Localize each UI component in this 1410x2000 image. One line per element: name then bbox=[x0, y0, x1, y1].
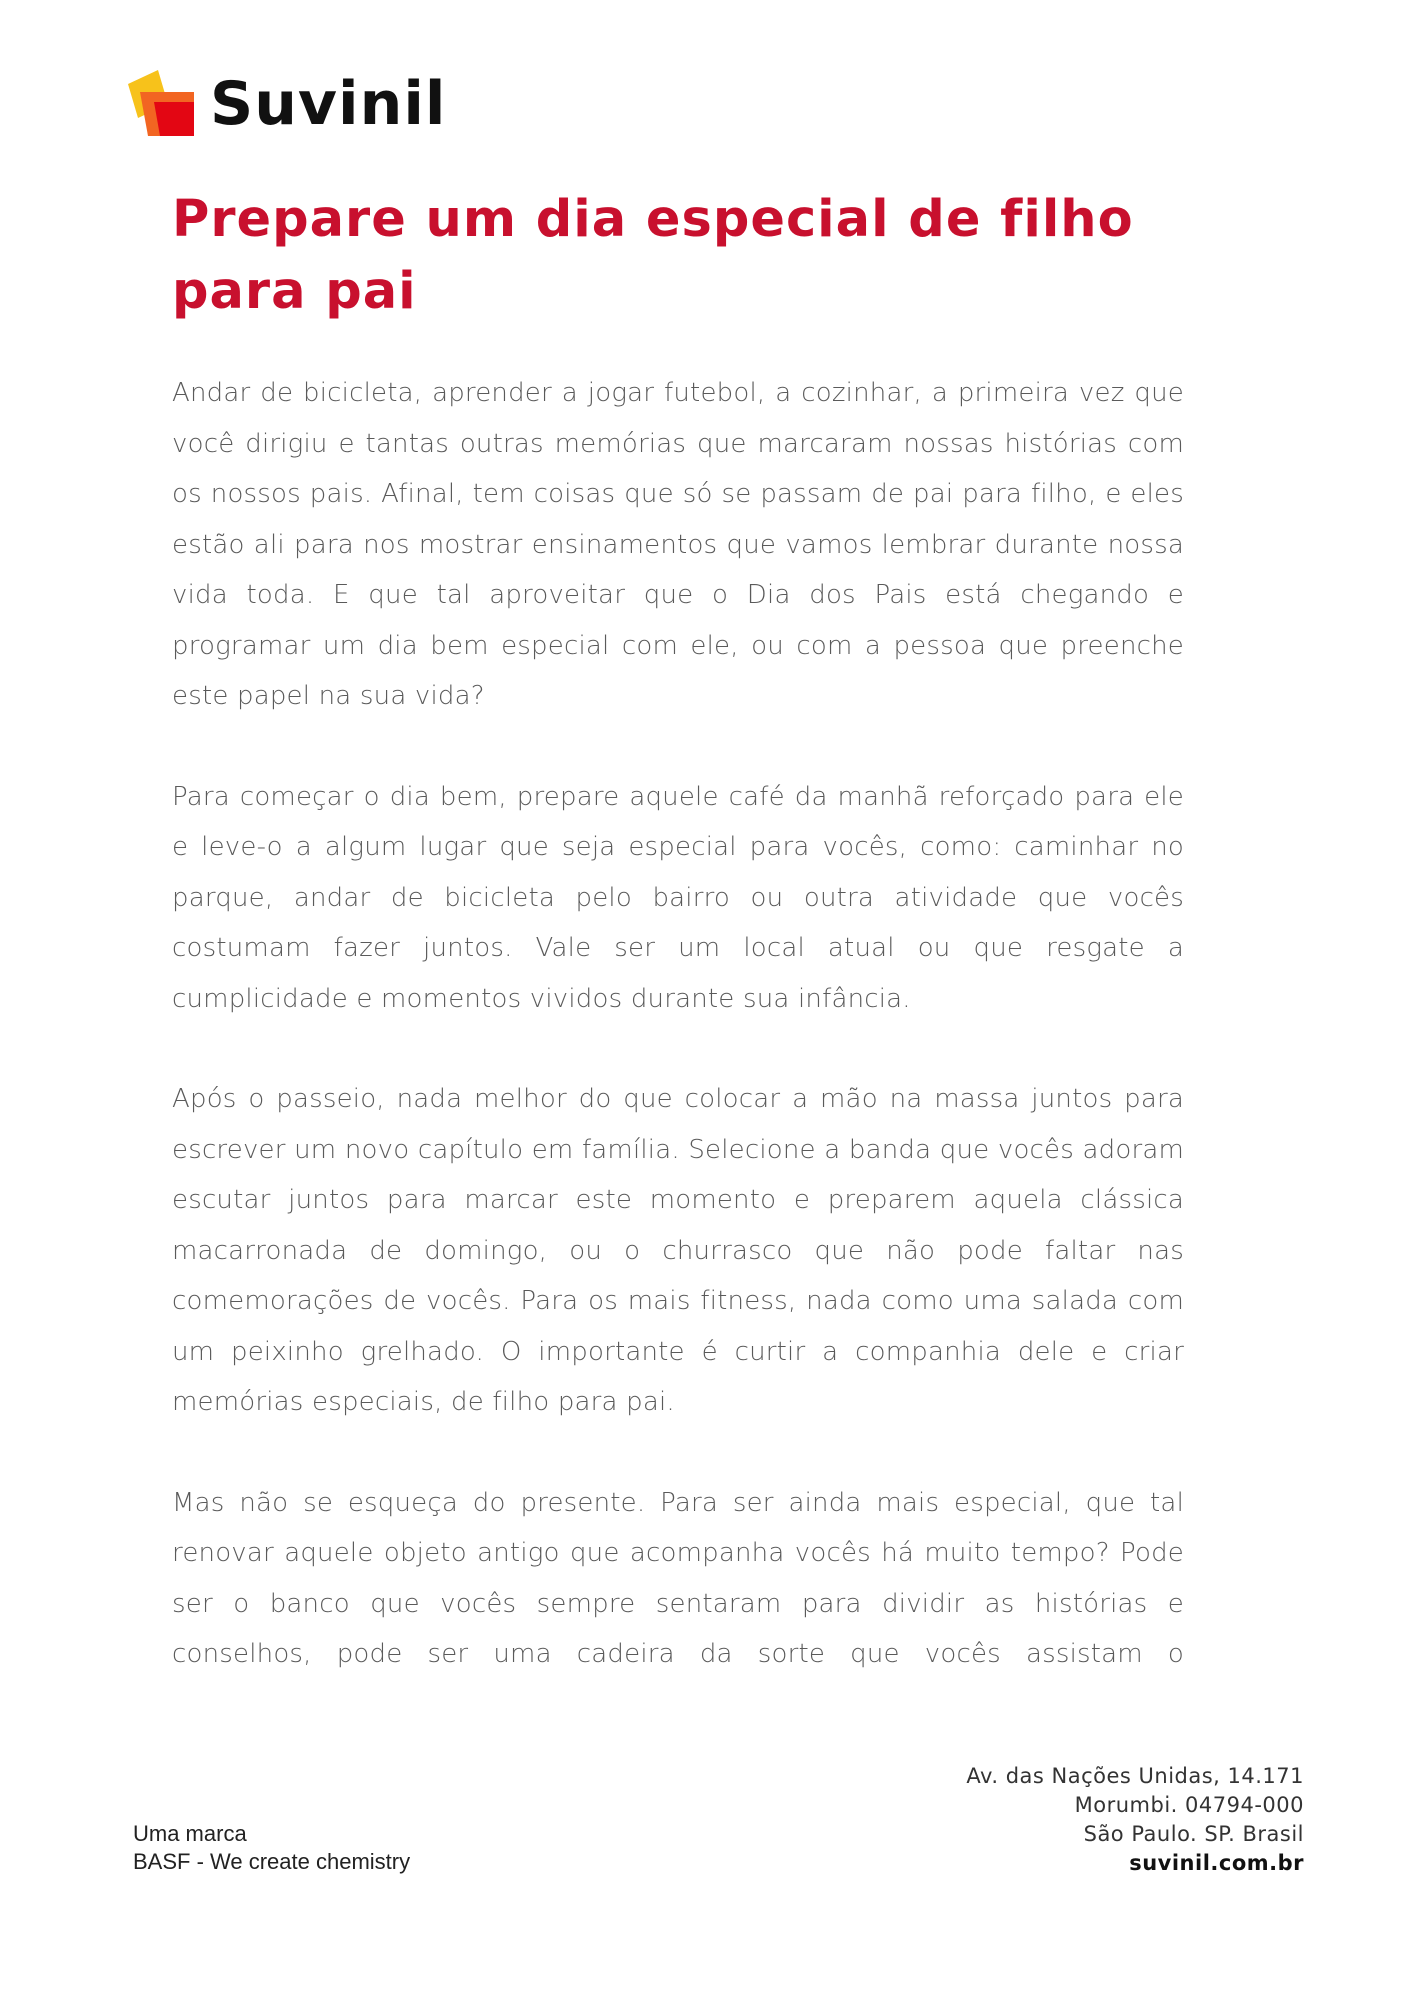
page-title: Prepare um dia especial de filho para pai bbox=[172, 190, 1134, 321]
address-line: Morumbi. 04794-000 bbox=[1074, 1793, 1304, 1817]
article-paragraph: Para começar o dia bem, prepare aquele café da manhã reforçado para ele e leve-o a algum lugar que seja especial para vocês, como: caminhar no parque, andar de bicicleta pelo bairro ou outra atividade que vocês costumam fazer juntos. Vale ser um local atual ou que resgate a cumplicidade e momentos vividos durante sua infância. bbox=[172, 781, 1184, 1014]
suvinil-logo bbox=[124, 64, 446, 144]
article-body bbox=[172, 368, 1184, 1680]
brand-name: Suvinil bbox=[210, 69, 447, 139]
suvinil-logo-icon bbox=[124, 70, 196, 138]
footer-brand-note bbox=[133, 1820, 410, 1876]
article-paragraph: Após o passeio, nada melhor do que colocar a mão na massa juntos para escrever um novo capítulo em família. Selecione a banda que vocês adoram escutar juntos para marcar este momento e preparem aquela clássica macarronada de domingo, ou o churrasco que não pode faltar nas comemorações de vocês. Para os mais fitness, nada como uma salada com um peixinho grelhado. O importante é curtir a companhia dele e criar memórias especiais, de filho para pai. bbox=[172, 1084, 1184, 1417]
article-paragraph: Andar de bicicleta, aprender a jogar futebol, a cozinhar, a primeira vez que você dirigiu e tantas outras memórias que marcaram nossas histórias com os nossos pais. Afinal, tem coisas que só se passam de pai para filho, e eles estão ali para nos mostrar ensinamentos que vamos lembrar durante nossa vida toda. E que tal aproveitar que o Dia dos Pais está chegando e programar um dia bem especial com ele, ou com a pessoa que preenche este papel na sua vida? bbox=[172, 378, 1184, 711]
address-line: São Paulo. SP. Brasil bbox=[1083, 1822, 1304, 1846]
article-paragraph: Mas não se esqueça do presente. Para ser ainda mais especial, que tal renovar aquele objeto antigo que acompanha vocês há muito tempo? Pode ser o banco que vocês sempre sentaram para dividir as histórias e conselhos, pode ser uma cadeira da sorte que vocês assistam o bbox=[172, 1487, 1184, 1669]
address-line: Av. das Nações Unidas, 14.171 bbox=[966, 1764, 1304, 1788]
footer-brand-line: BASF - We create chemistry bbox=[133, 1849, 411, 1874]
footer-address bbox=[966, 1762, 1304, 1878]
footer-brand-line: Uma marca bbox=[133, 1821, 247, 1846]
website-link[interactable]: suvinil.com.br bbox=[1129, 1851, 1304, 1875]
